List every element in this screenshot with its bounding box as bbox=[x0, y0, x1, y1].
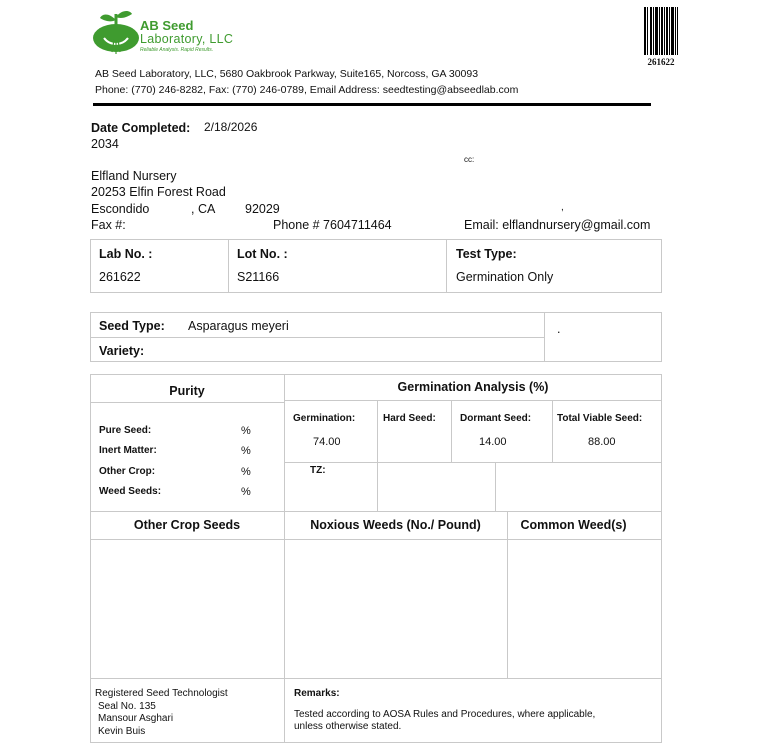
germ-col-divider-2 bbox=[451, 400, 452, 462]
remarks-label: Remarks: bbox=[294, 688, 340, 699]
seed-side-mark: . bbox=[557, 322, 561, 336]
seedling-icon bbox=[92, 8, 142, 56]
seed-type-label: Seed Type: bbox=[99, 319, 165, 333]
dormant-seed-label: Dormant Seed: bbox=[460, 413, 532, 424]
germination-title: Germination Analysis (%) bbox=[397, 380, 549, 394]
footer-divider bbox=[90, 678, 662, 679]
total-viable-label: Total Viable Seed: bbox=[557, 413, 643, 424]
header-divider bbox=[93, 103, 651, 106]
date-completed-label: Date Completed: bbox=[91, 121, 191, 135]
remarks-text: unless otherwise stated. bbox=[294, 721, 402, 732]
report-year: 2034 bbox=[91, 137, 119, 151]
lab-info-divider bbox=[446, 239, 447, 293]
weeds-title-top bbox=[90, 511, 662, 512]
germ-col-divider-1 bbox=[377, 400, 378, 511]
lab-info-box bbox=[90, 239, 662, 293]
total-viable-value: 88.00 bbox=[588, 436, 616, 448]
lot-no-value: S21166 bbox=[237, 270, 280, 284]
technologist-name: Mansour Asghari bbox=[98, 713, 174, 724]
separator-comma: , bbox=[561, 202, 564, 213]
purity-unit: % bbox=[241, 445, 251, 457]
remarks-text: Tested according to AOSA Rules and Procedures, where applicable, bbox=[294, 709, 596, 720]
logo-tagline: Reliable Analysis. Rapid Results. bbox=[140, 47, 214, 53]
customer-state: , CA bbox=[191, 202, 216, 216]
lab-no-label: Lab No. : bbox=[99, 247, 153, 261]
purity-title-divider bbox=[90, 402, 284, 403]
germination-row-divider bbox=[284, 462, 662, 463]
customer-city: Escondido bbox=[91, 202, 150, 216]
other-crop-seeds-title: Other Crop Seeds bbox=[133, 518, 241, 532]
customer-zip: 92029 bbox=[245, 202, 280, 216]
germination-title-divider bbox=[284, 400, 662, 401]
weeds-title-bottom bbox=[90, 539, 662, 540]
dormant-seed-value: 14.00 bbox=[479, 436, 507, 448]
noxious-weeds-title: Noxious Weeds (No./ Pound) bbox=[310, 518, 481, 532]
customer-street: 20253 Elfin Forest Road bbox=[91, 185, 226, 199]
seed-type-value: Asparagus meyeri bbox=[188, 319, 289, 333]
logo-subtitle: Laboratory, LLC bbox=[140, 32, 234, 46]
germ-col-divider-4 bbox=[495, 462, 496, 511]
hard-seed-label: Hard Seed: bbox=[383, 413, 436, 424]
test-type-value: Germination Only bbox=[456, 270, 554, 284]
purity-label: Weed Seeds: bbox=[99, 486, 162, 497]
date-completed-value: 2/18/2026 bbox=[204, 120, 258, 134]
purity-label: Pure Seed: bbox=[99, 425, 152, 436]
purity-divider bbox=[284, 374, 285, 743]
technologist-title: Registered Seed Technologist bbox=[95, 688, 228, 699]
purity-label: Inert Matter: bbox=[99, 445, 157, 456]
seal-number: Seal No. 135 bbox=[98, 701, 156, 712]
barcode-number: 261622 bbox=[647, 57, 675, 67]
germination-label: Germination: bbox=[293, 413, 356, 424]
cc-label: cc: bbox=[464, 155, 475, 164]
customer-phone: Phone # 7604711464 bbox=[273, 218, 392, 232]
purity-unit: % bbox=[241, 425, 251, 437]
logo-name: AB Seed bbox=[140, 18, 194, 33]
lab-address: AB Seed Laboratory, LLC, 5680 Oakbrook Parkway, Suite165, Norcoss, GA 30093 bbox=[95, 68, 479, 80]
test-type-label: Test Type: bbox=[456, 247, 517, 261]
purity-unit: % bbox=[241, 466, 251, 478]
purity-title: Purity bbox=[169, 384, 205, 398]
lot-no-label: Lot No. : bbox=[237, 247, 288, 261]
technologist-name: Kevin Buis bbox=[98, 726, 146, 737]
customer-name: Elfland Nursery bbox=[91, 169, 177, 183]
common-weeds-title: Common Weed(s) bbox=[520, 518, 627, 532]
tz-label: TZ: bbox=[310, 465, 326, 476]
customer-fax: Fax #: bbox=[91, 218, 126, 232]
purity-label: Other Crop: bbox=[99, 466, 156, 477]
barcode-icon bbox=[644, 7, 678, 55]
variety-label: Variety: bbox=[99, 344, 145, 358]
germination-value: 74.00 bbox=[313, 436, 341, 448]
seed-info-divider bbox=[544, 312, 545, 362]
customer-email: Email: elflandnursery@gmail.com bbox=[464, 218, 651, 232]
lab-contact: Phone: (770) 246-8282, Fax: (770) 246-0789, Email Address: seedtesting@abseedlab.com bbox=[95, 84, 519, 96]
seed-info-row-divider bbox=[90, 337, 544, 338]
lab-no-value: 261622 bbox=[99, 270, 141, 284]
lab-info-divider bbox=[228, 239, 229, 293]
purity-unit: % bbox=[241, 486, 251, 498]
weeds-col-divider bbox=[507, 511, 508, 678]
germ-col-divider-3 bbox=[552, 400, 553, 462]
